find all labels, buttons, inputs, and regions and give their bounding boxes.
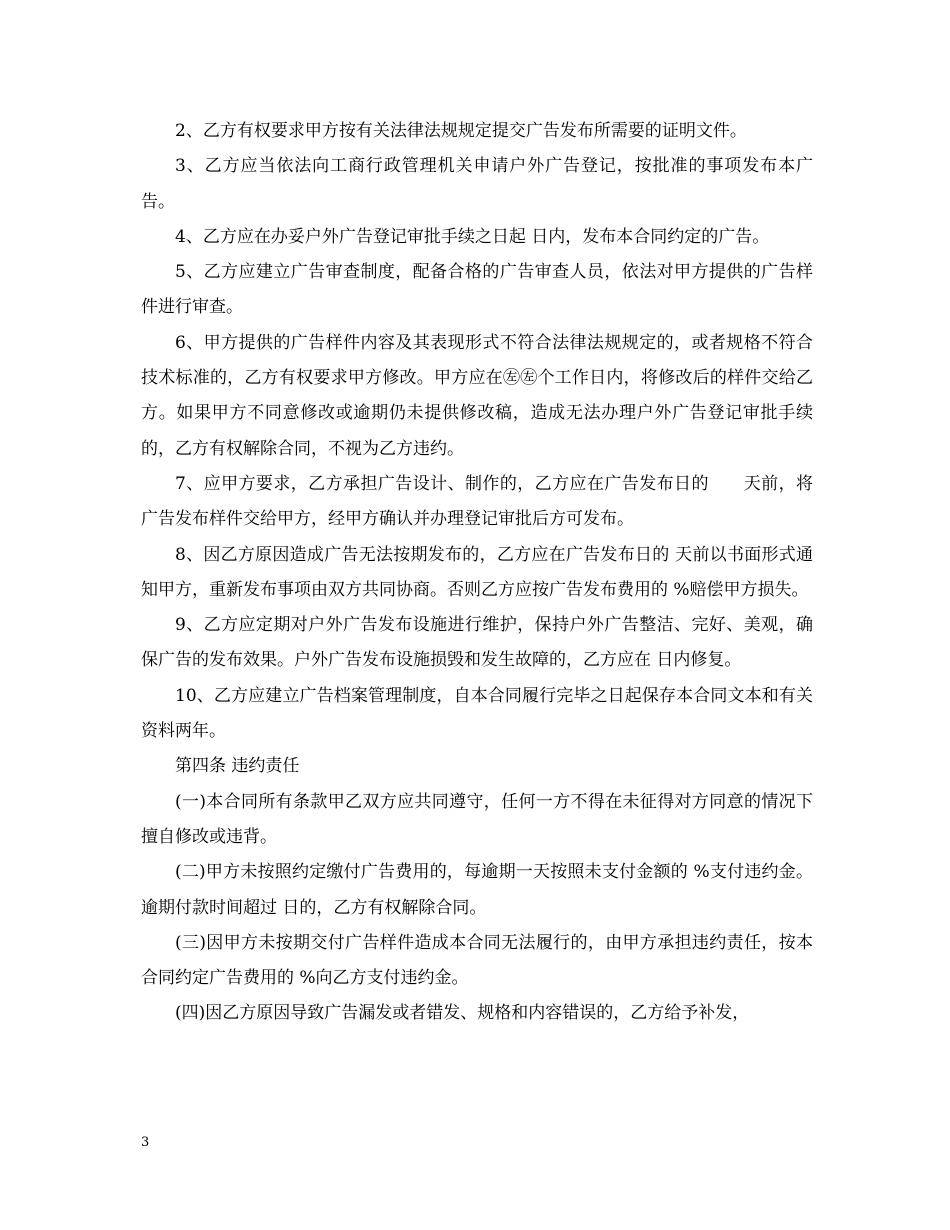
clause-7: 7、应甲方要求，乙方承担广告设计、制作的，乙方应在广告发布日的 天前，将广告发布样件交给甲方，经甲方确认并办理登记审批后方可发布。 [141, 473, 813, 530]
clause-5: 5、乙方应建立广告审查制度，配备合格的广告审查人员，依法对甲方提供的广告样件进行审查。 [141, 262, 813, 318]
liability-item-3: (三)因甲方未按期交付广告样件造成本合同无法履行的，由甲方承担违约责任，按本合同约定广告费用的 %向乙方支付违约金。 [141, 932, 813, 989]
clause-3: 3、乙方应当依法向工商行政管理机关申请户外广告登记，按批准的事项发布本广告。 [141, 156, 813, 212]
clause-2: 2、乙方有权要求甲方按有关法律法规规定提交广告发布所需要的证明文件。 [175, 121, 747, 141]
liability-item-4: (四)因乙方原因导致广告漏发或者错发、规格和内容错误的，乙方给予补发， [175, 1003, 750, 1024]
clause-6: 6、甲方提供的广告样件内容及其表现形式不符合法律法规规定的，或者规格不符合技术标准的，乙方有权要求甲方修改。甲方应在㊧㊧个工作日内，将修改后的样件交给乙方。如果甲方不同意修改或逾期仍未提供修改稿，造成无法办理户外广告登记审批手续的，乙方有权解除合同，不视为乙方违约。 [141, 332, 813, 459]
clause-4: 4、乙方应在办妥户外广告登记审批手续之日起 日内，发布本合同约定的广告。 [175, 226, 770, 247]
clause-8: 8、因乙方原因造成广告无法按期发布的，乙方应在广告发布日的 天前以书面形式通知甲方，重新发布事项由双方共同协商。否则乙方应按广告发布费用的 %赔偿甲方损失。 [141, 544, 813, 600]
liability-item-2: (二)甲方未按照约定缴付广告费用的，每逾期一天按照未支付金额的 %支付违约金。逾期付款时间超过 日的，乙方有权解除合同。 [141, 862, 813, 918]
clause-10: 10、乙方应建立广告档案管理制度，自本合同履行完毕之日起保存本合同文本和有关资料两年。 [141, 685, 813, 742]
contract-body [141, 114, 813, 1032]
section-heading-article-4: 第四条 违约责任 [175, 756, 300, 777]
clause-9: 9、乙方应定期对户外广告发布设施进行维护，保持户外广告整洁、完好、美观，确保广告的发布效果。户外广告发布设施损毁和发生故障的，乙方应在 日内修复。 [141, 615, 813, 671]
page-number: 3 [141, 1135, 150, 1150]
liability-item-1: (一)本合同所有条款甲乙双方应共同遵守，任何一方不得在未征得对方同意的情况下擅自修改或违背。 [141, 791, 813, 847]
